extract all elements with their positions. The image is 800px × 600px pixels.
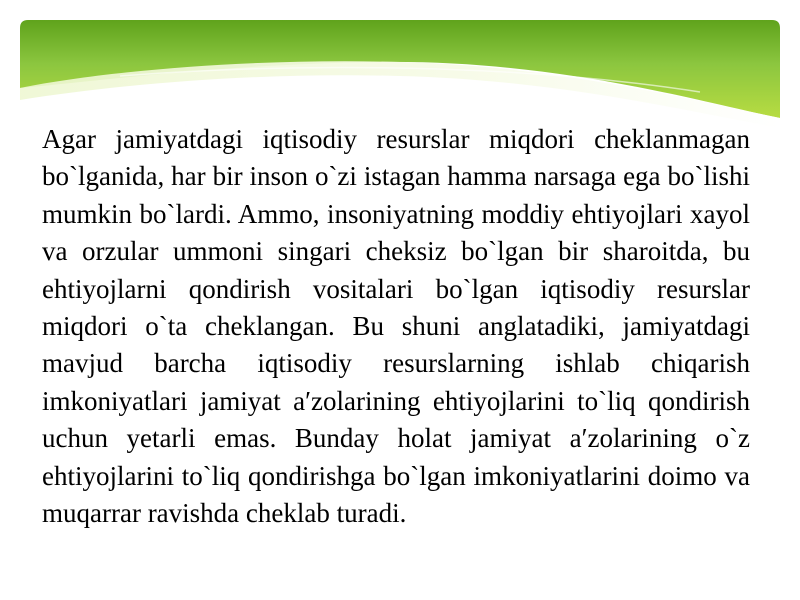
body-paragraph: Agar jamiyatdagi iqtisodiy resurslar miqdori cheklanmagan bo`lganida, har bir inson o`zi istagan hamma narsaga ega bo`lishi mumkin bo`lardi. Ammo, insoniyatning moddiy ehtiyojlari xayol va orzular ummoni singari cheksiz bo`lgan bir sharoitda, bu ehtiyojlarni qondirish vositalari bo`lgan iqtisodiy resurslar miqdori o`ta cheklangan. Bu shuni anglatadiki, jamiyatdagi mavjud barcha iqtisodiy resurslarning ishlab chiqarish imkoniyatlari jamiyat a′zolarining ehtiyojlarini to`liq qondirish uchun yetarli emas. Bunday holat jamiyat a′zolarining o`z ehtiyojlarini to`liq qondirishga bo`lgan imkoniyatlarini doimo va muqarrar ravishda cheklab turadi.	[42, 124, 750, 529]
green-wave-banner	[0, 0, 800, 130]
